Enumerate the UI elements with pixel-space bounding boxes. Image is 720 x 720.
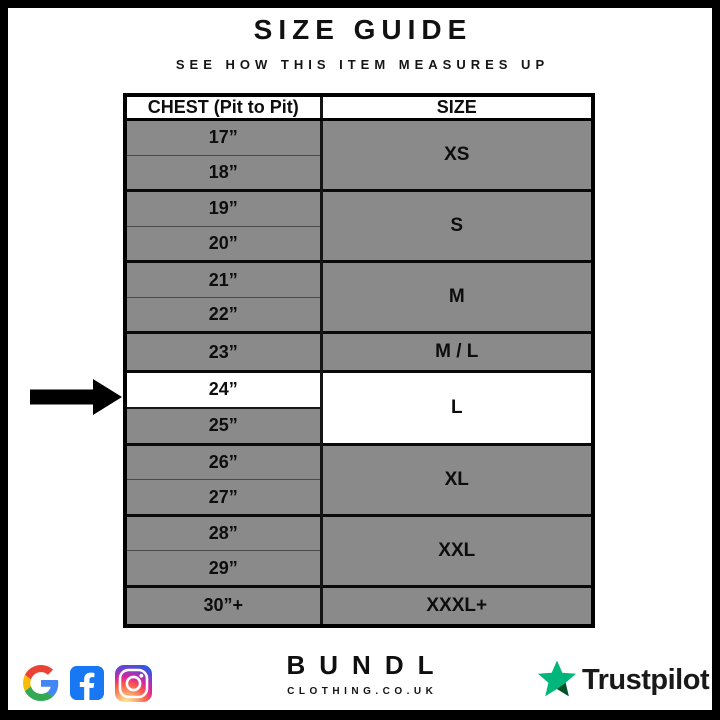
size-cell: XXL <box>321 515 593 586</box>
trustpilot-label: Trustpilot <box>582 663 710 696</box>
chest-cell: 29” <box>125 551 321 587</box>
chest-cell: 27” <box>125 480 321 516</box>
table-row-selected <box>125 372 593 408</box>
chest-cell: 25” <box>125 408 321 444</box>
trustpilot-star-icon <box>537 660 577 700</box>
table-row <box>125 120 593 156</box>
brand-domain: CLOTHING.CO.UK <box>287 686 438 697</box>
chest-cell: 22” <box>125 297 321 333</box>
table-header-row <box>125 95 593 120</box>
size-cell: S <box>321 191 593 262</box>
chest-cell: 28” <box>125 515 321 551</box>
table-row <box>125 262 593 298</box>
size-table <box>123 93 595 628</box>
size-cell: XS <box>321 120 593 191</box>
trustpilot-logo[interactable] <box>537 658 709 702</box>
chest-cell-selected: 24” <box>125 372 321 408</box>
table-row <box>125 515 593 551</box>
chest-cell: 19” <box>125 191 321 227</box>
size-cell-selected: L <box>321 372 593 445</box>
brand-name: BUNDL <box>286 650 448 680</box>
chest-cell: 26” <box>125 444 321 480</box>
chest-cell: 20” <box>125 226 321 262</box>
table-row <box>125 444 593 480</box>
table-row <box>125 191 593 227</box>
size-cell: XXXL+ <box>321 586 593 626</box>
chest-cell: 18” <box>125 155 321 191</box>
chest-cell: 23” <box>125 333 321 372</box>
size-cell: M / L <box>321 333 593 372</box>
chest-cell: 30”+ <box>125 586 321 626</box>
selected-row-arrow-icon <box>30 378 123 416</box>
page-title: SIZE GUIDE <box>253 14 473 45</box>
table-row <box>125 586 593 626</box>
chest-cell: 21” <box>125 262 321 298</box>
chest-column-header: CHEST (Pit to Pit) <box>125 95 321 120</box>
size-column-header: SIZE <box>321 95 593 120</box>
page-subtitle: SEE HOW THIS ITEM MEASURES UP <box>175 57 550 72</box>
size-cell: XL <box>321 444 593 515</box>
size-cell: M <box>321 262 593 333</box>
chest-cell: 17” <box>125 120 321 156</box>
table-row <box>125 333 593 372</box>
